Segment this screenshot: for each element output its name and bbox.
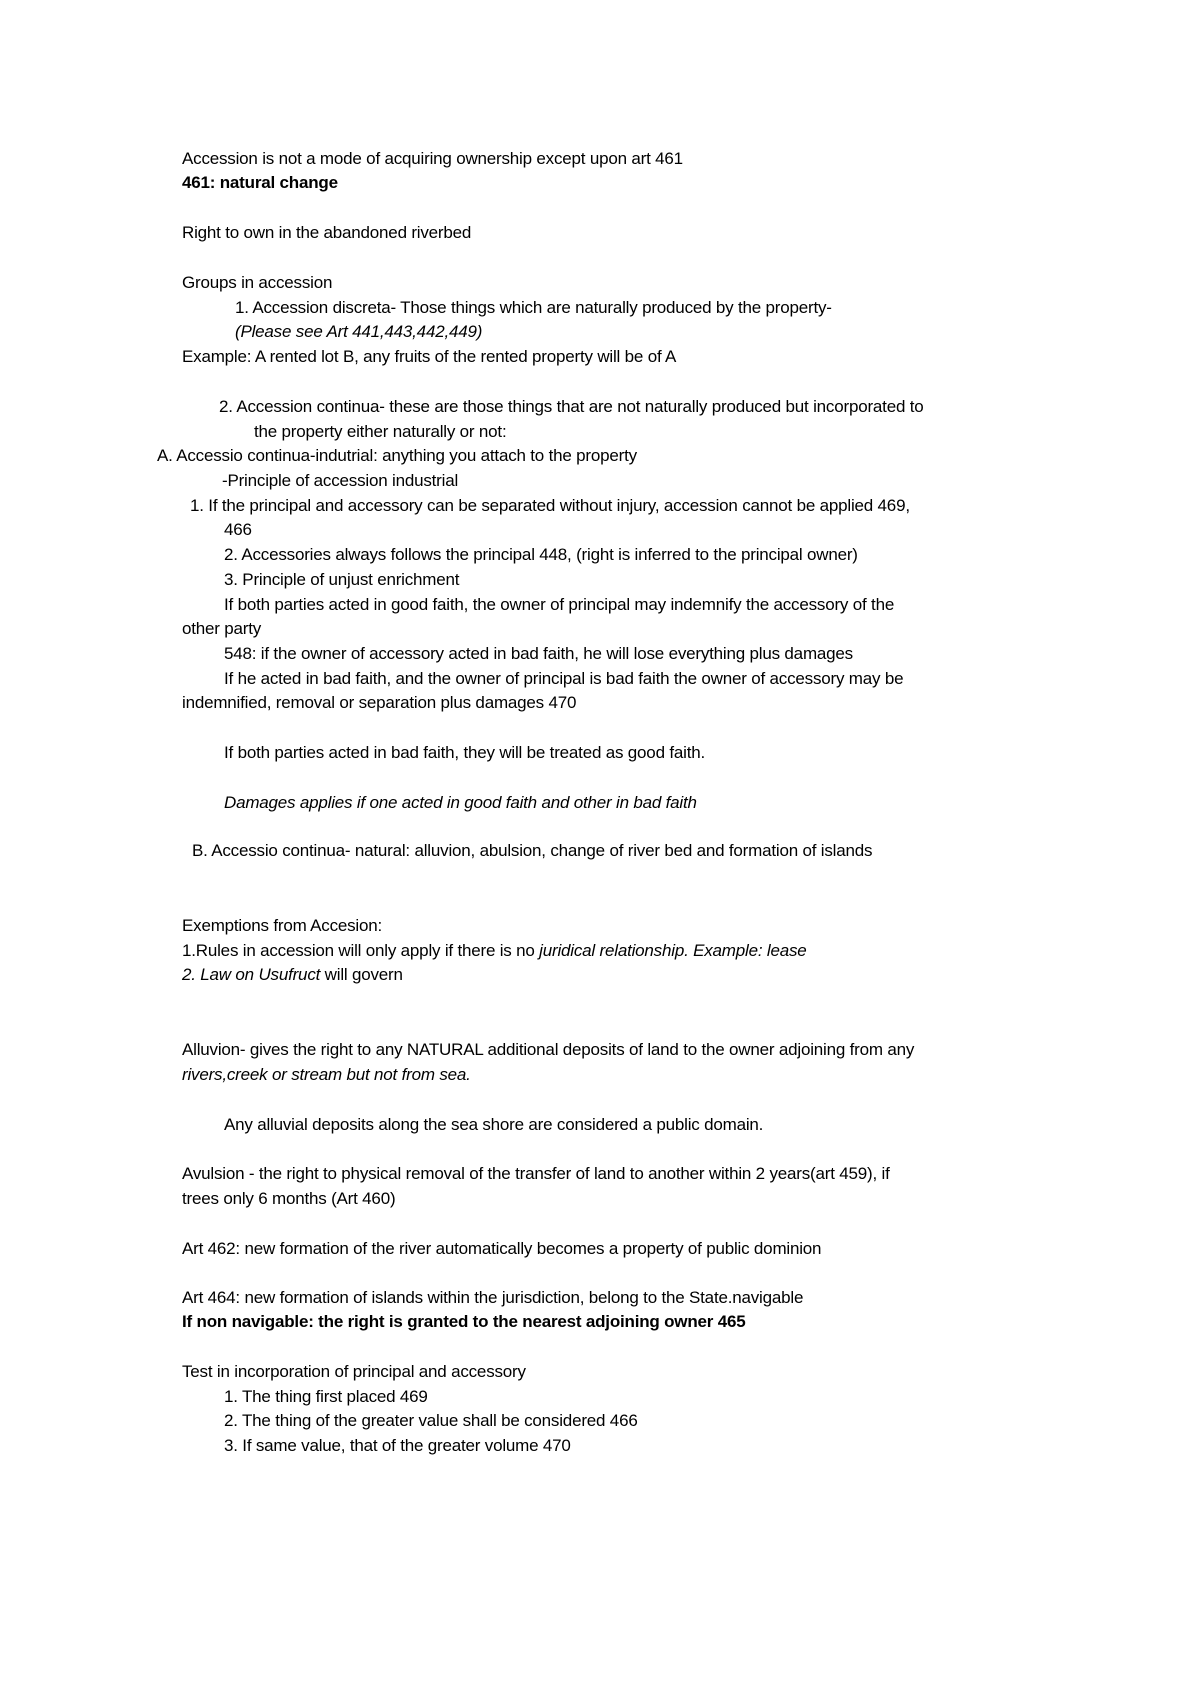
- list-item: 1. If the principal and accessory can be separated without injury, accession cannot be applied 469,: [190, 496, 910, 515]
- text-line: 461: natural change: [182, 173, 338, 192]
- text-line: Example: A rented lot B, any fruits of the rented property will be of A: [182, 347, 677, 366]
- text-line: Accession is not a mode of acquiring ownership except upon art 461: [182, 149, 683, 168]
- section-heading: Exemptions from Accesion:: [182, 916, 383, 935]
- list-item: [182, 940, 807, 962]
- text-line: indemnified, removal or separation plus damages 470: [182, 693, 577, 712]
- list-item: A. Accessio continua-indutrial: anything you attach to the property: [157, 446, 637, 465]
- text-line: Avulsion - the right to physical removal of the transfer of land to another within 2 years(art 459), if: [182, 1164, 890, 1183]
- text-line: trees only 6 months (Art 460): [182, 1189, 396, 1208]
- text-line: Damages applies if one acted in good faith and other in bad faith: [224, 793, 697, 812]
- text-line: If non navigable: the right is granted to the nearest adjoining owner 465: [182, 1312, 746, 1331]
- list-item: 1. The thing first placed 469: [224, 1387, 428, 1406]
- list-item: 2. The thing of the greater value shall be considered 466: [224, 1411, 638, 1430]
- text-line: Right to own in the abandoned riverbed: [182, 223, 472, 242]
- section-heading: Test in incorporation of principal and accessory: [182, 1362, 526, 1381]
- list-item: [182, 964, 403, 986]
- text-line: other party: [182, 619, 262, 638]
- text-line: the property either naturally or not:: [254, 422, 507, 441]
- text-line: If he acted in bad faith, and the owner of principal is bad faith the owner of accessory may be: [224, 669, 904, 688]
- list-item: 1. Accession discreta- Those things which are naturally produced by the property-: [235, 298, 832, 317]
- text-line: Any alluvial deposits along the sea shore are considered a public domain.: [224, 1115, 764, 1134]
- text-line: (Please see Art 441,443,442,449): [235, 322, 483, 341]
- section-heading: Groups in accession: [182, 273, 333, 292]
- text-run: will govern: [320, 965, 403, 984]
- text-line: 466: [224, 520, 252, 539]
- text-run: 2. Law on Usufruct: [182, 965, 321, 984]
- list-item: 2. Accession continua- these are those things that are not naturally produced but incorporated to: [219, 397, 924, 416]
- list-item: 3. Principle of unjust enrichment: [224, 570, 460, 589]
- text-run: juridical relationship. Example: lease: [539, 941, 807, 960]
- text-line: Alluvion- gives the right to any NATURAL additional deposits of land to the owner adjoining from any: [182, 1040, 915, 1059]
- text-line: If both parties acted in good faith, the owner of principal may indemnify the accessory of the: [224, 595, 895, 614]
- list-item: 3. If same value, that of the greater volume 470: [224, 1436, 571, 1455]
- text-line: 548: if the owner of accessory acted in bad faith, he will lose everything plus damages: [224, 644, 853, 663]
- text-line: -Principle of accession industrial: [222, 471, 459, 490]
- text-line: Art 462: new formation of the river automatically becomes a property of public dominion: [182, 1239, 822, 1258]
- list-item: B. Accessio continua- natural: alluvion, abulsion, change of river bed and formation of islands: [192, 841, 873, 860]
- list-item: 2. Accessories always follows the principal 448, (right is inferred to the principal owner): [224, 545, 858, 564]
- text-run: 1.Rules in accession will only apply if there is no: [182, 941, 540, 960]
- text-line: rivers,creek or stream but not from sea.: [182, 1065, 471, 1084]
- text-line: If both parties acted in bad faith, they will be treated as good faith.: [224, 743, 705, 762]
- text-line: Art 464: new formation of islands within the jurisdiction, belong to the State.navigable: [182, 1288, 804, 1307]
